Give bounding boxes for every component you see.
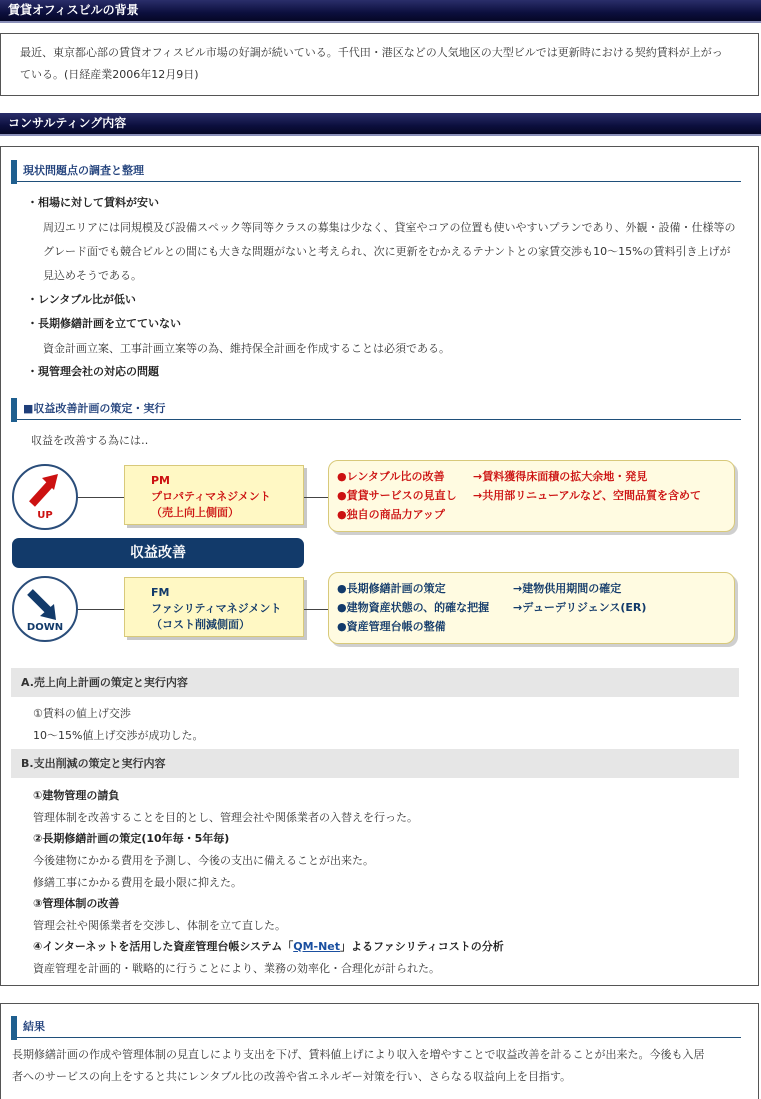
- fm-item-3: ●資産管理台帳の整備: [337, 620, 446, 633]
- problem-1-line3: 見込めそうである。: [43, 269, 142, 282]
- section-header-background: 賃貸オフィスビルの背景: [0, 0, 761, 23]
- b-item-1-heading: ①建物管理の請負: [33, 789, 120, 802]
- a-item-heading: ①賃料の値上げ交渉: [33, 707, 131, 720]
- revenue-improvement-bar: 収益改善: [12, 538, 304, 568]
- b-item-2-heading: ②長期修繕計画の策定(10年毎・5年毎): [33, 832, 230, 845]
- b-item-4-text: 資産管理を計画的・戦略的に行うことにより、業務の効率化・合理化が計られた。: [33, 962, 440, 975]
- pm-items-box: [328, 460, 735, 532]
- result-line2: 者へのサービスの向上をすると共にレンタブル比の改善や省エネルギー対策を行い、さらなる収益向上を目指す。: [12, 1070, 571, 1083]
- a-item-text: 10～15%値上げ交渉が成功した。: [33, 729, 204, 742]
- problem-3-heading: ・長期修繕計画を立てていない: [27, 317, 181, 330]
- up-connector: [78, 497, 124, 498]
- b-item-2-text-2: 修繕工事にかかる費用を最小限に抑えた。: [33, 876, 242, 889]
- fm-item-2: ●建物資産状態の、的確な把握 →デューデリジェンス(ER): [337, 601, 647, 614]
- subhead-improvement-plan: ■収益改善計画の策定・実行: [11, 398, 741, 420]
- background-text-line2: ている。(日経産業2006年12月9日): [20, 68, 199, 81]
- b-item-3-heading: ③管理体制の改善: [33, 897, 120, 910]
- section-b-bar: B.支出削減の策定と実行内容: [11, 749, 739, 778]
- pm-sub: （売上向上側面）: [151, 506, 239, 519]
- consulting-box: [0, 146, 759, 986]
- down-connector: [78, 609, 124, 610]
- improvement-intro: 収益を改善する為には‥: [31, 434, 149, 447]
- b-item-3-text: 管理会社や関係業者を交渉し、体制を立て直した。: [33, 919, 286, 932]
- fm-sub: （コスト削減側面）: [151, 618, 250, 631]
- fm-box: [124, 577, 304, 637]
- up-circle: [12, 464, 78, 530]
- problem-4-heading: ・現管理会社の対応の問題: [27, 365, 159, 378]
- background-text-line1: 最近、東京都心部の賃貸オフィスビル市場の好調が続いている。千代田・港区などの人気地区の大型ビルでは更新時における契約賃料が上がっ: [20, 46, 723, 59]
- qm-net-link[interactable]: QM-Net: [293, 940, 341, 953]
- subhead-survey: 現状問題点の調査と整理: [11, 160, 741, 182]
- subhead-result: 結果: [11, 1016, 741, 1038]
- b-item-4-heading: ④インターネットを活用した資産管理台帳システム「QM-Net」よるファシリティコストの分析: [33, 940, 504, 953]
- down-label: DOWN: [26, 622, 64, 633]
- section-header-consulting: コンサルティング内容: [0, 113, 761, 136]
- problem-1-line1: 周辺エリアには同規模及び設備スペック等同等クラスの募集は少なく、貸室やコアの位置も使いやすいプランであり、外観・設備・仕様等の: [43, 221, 736, 234]
- up-label: UP: [37, 510, 53, 521]
- problem-2-heading: ・レンタブル比が低い: [27, 293, 136, 306]
- problem-1-line2: グレード面でも競合ビルとの間にも大きな問題がないと考えられ、次に更新をむかえるテナントとの家賃交渉も10～15%の賃料引き上げが: [43, 245, 731, 258]
- b-item-1-text: 管理体制を改善することを目的とし、管理会社や関係業者の入替えを行った。: [33, 811, 418, 824]
- fm-title: FM: [151, 586, 170, 599]
- pm-item-2: ●賃貸サービスの見直し →共用部リニューアルなど、空間品質を含めて: [337, 489, 702, 502]
- pm-item-3: ●独自の商品力アップ: [337, 508, 445, 521]
- b-item-2-text-1: 今後建物にかかる費用を予測し、今後の支出に備えることが出来た。: [33, 854, 374, 867]
- result-box: [0, 1003, 759, 1099]
- pm-box: [124, 465, 304, 525]
- fm-connector: [304, 609, 328, 610]
- section-a-bar: A.売上向上計画の策定と実行内容: [11, 668, 739, 697]
- fm-items-box: [328, 572, 735, 644]
- fm-item-1: ●長期修繕計画の策定 →建物供用期間の確定: [337, 582, 622, 595]
- pm-title: PM: [151, 474, 171, 487]
- problem-3-line1: 資金計画立案、工事計画立案等の為、維持保全計画を作成することは必須である。: [43, 342, 450, 355]
- problem-1-heading: ・相場に対して賃料が安い: [27, 196, 159, 209]
- pm-connector: [304, 497, 328, 498]
- result-line1: 長期修繕計画の作成や管理体制の見直しにより支出を下げ、賃料値上げにより収入を増やすことで収益改善を計ることが出来た。今後も入居: [12, 1048, 705, 1061]
- fm-name: ファシリティマネジメント: [151, 602, 282, 615]
- improvement-diagram: [1, 452, 758, 652]
- down-circle: [12, 576, 78, 642]
- background-box: [0, 33, 759, 96]
- pm-item-1: ●レンタブル比の改善 →賃料獲得床面積の拡大余地・発見: [337, 470, 648, 483]
- pm-name: プロパティマネジメント: [151, 490, 271, 503]
